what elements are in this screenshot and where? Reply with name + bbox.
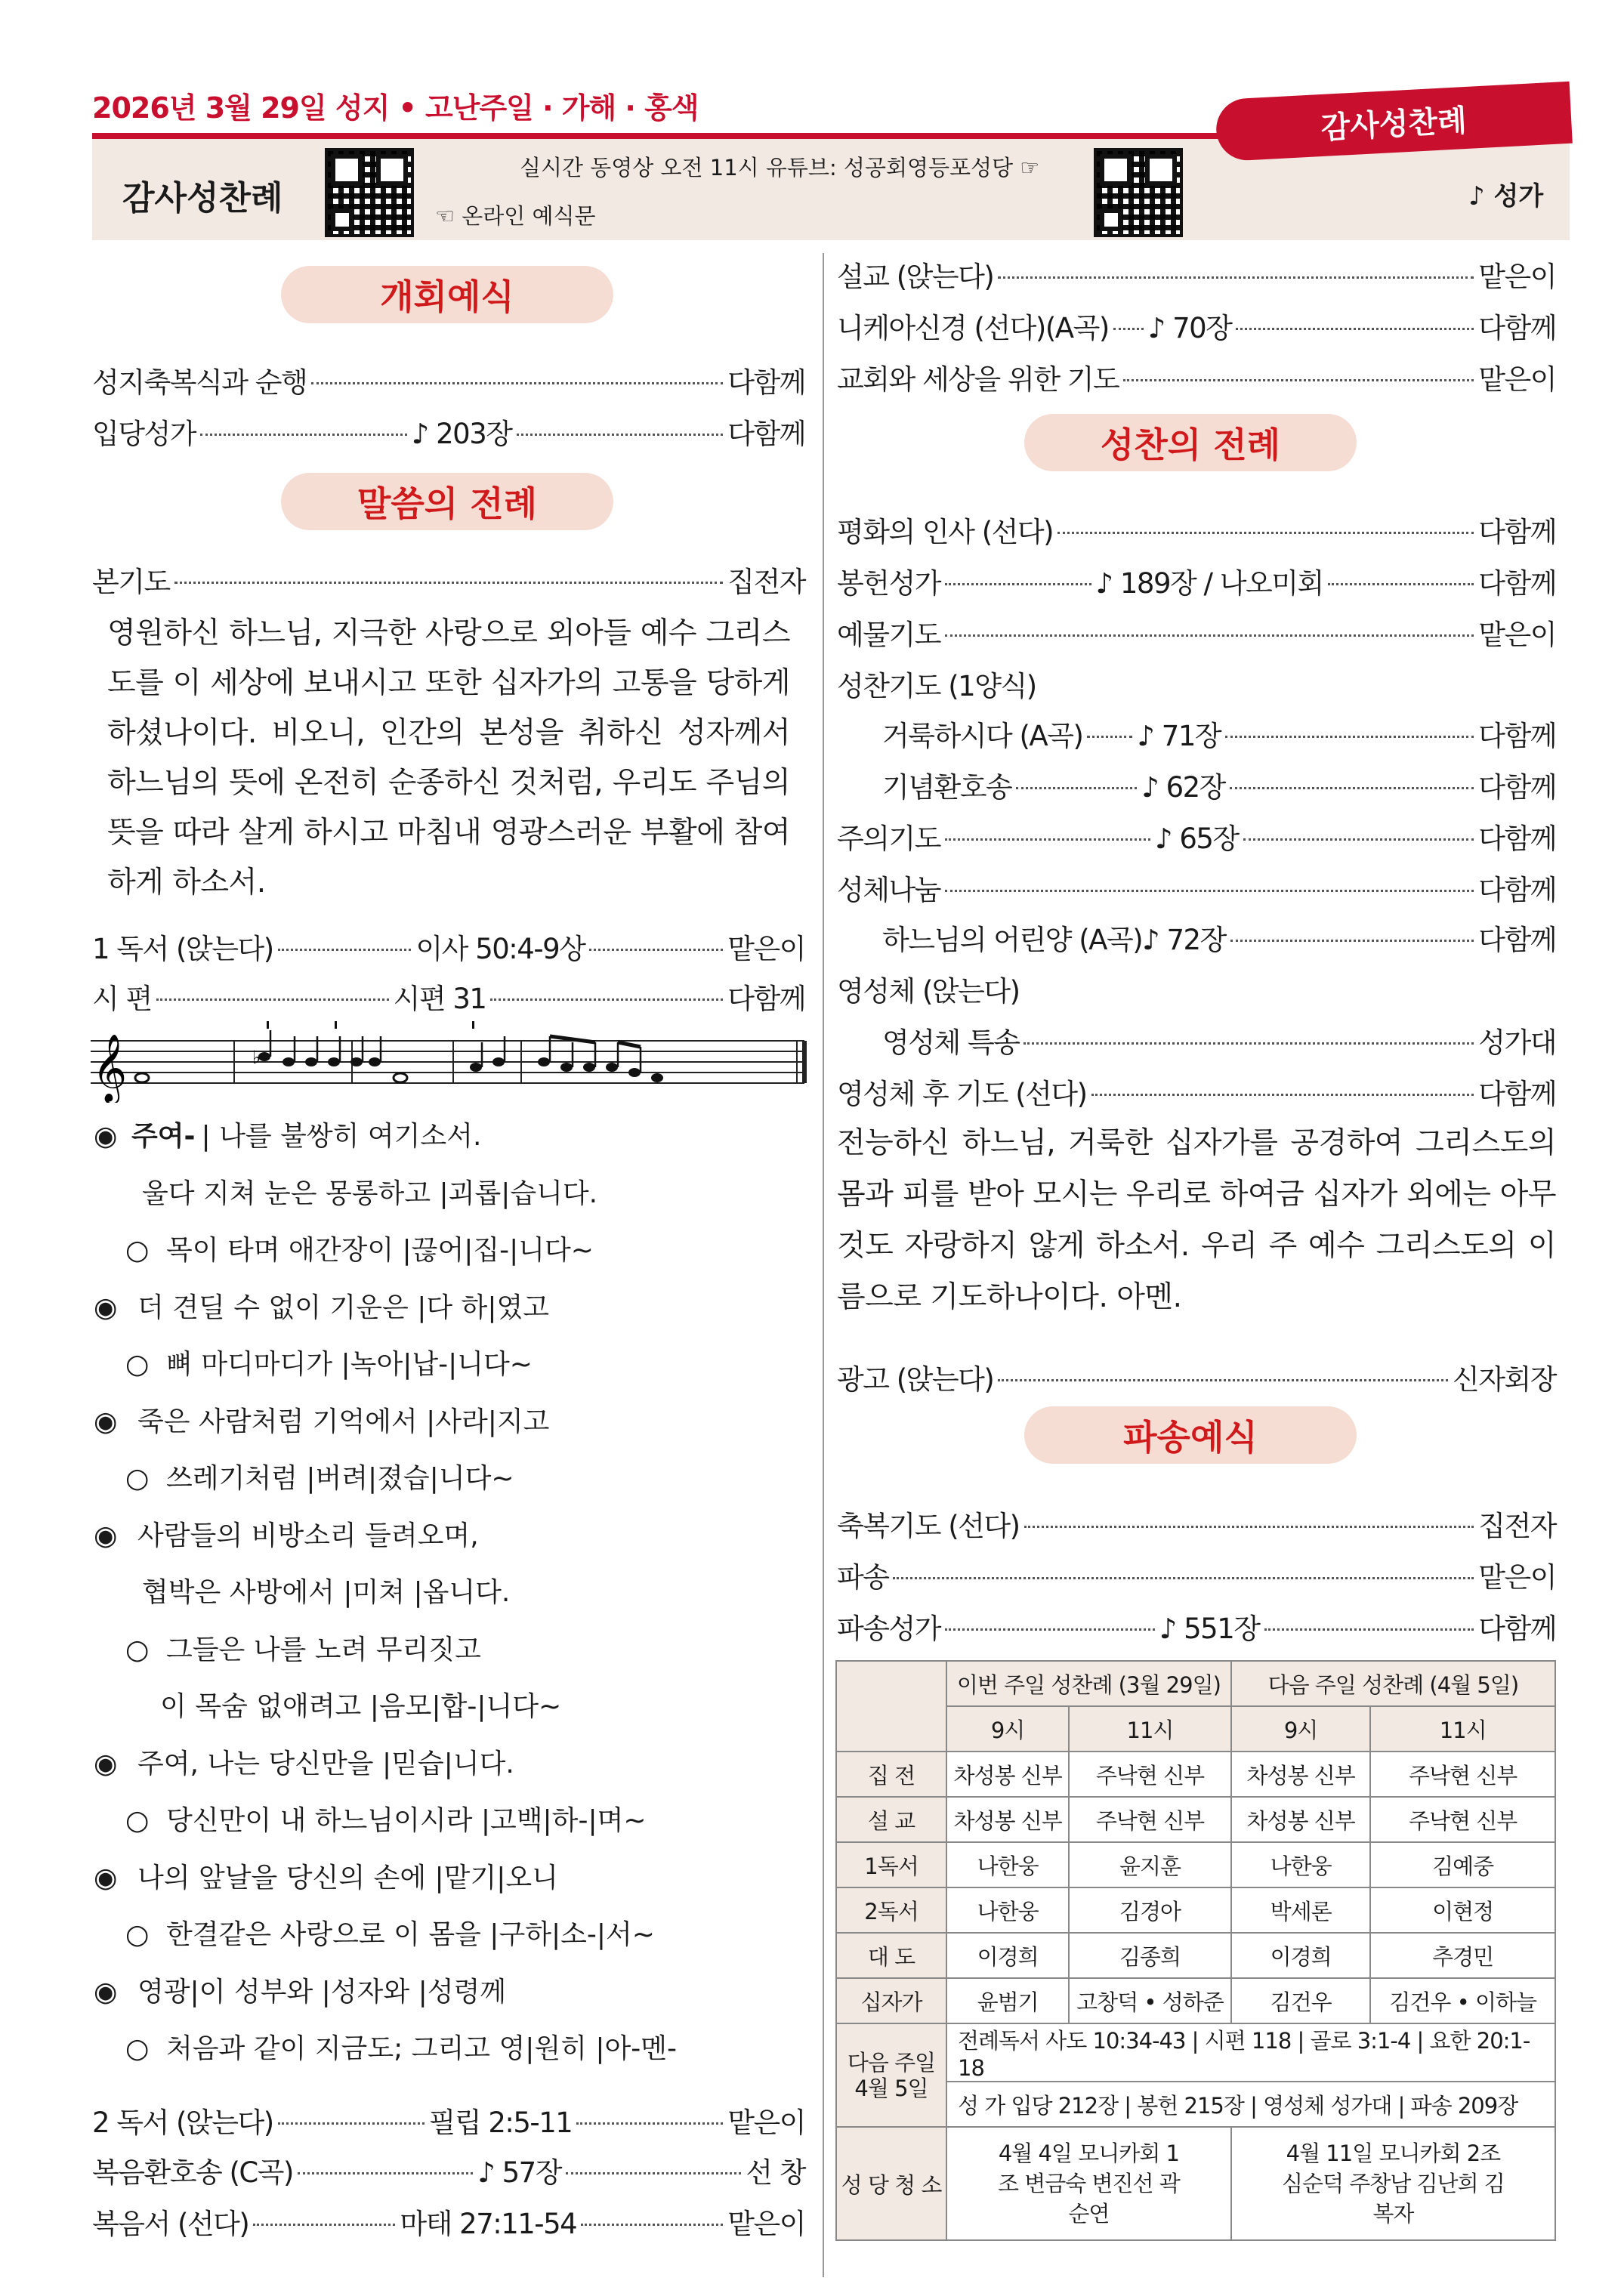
psalm-chant-staff xyxy=(91,1021,808,1103)
order-row: 입당성가 ♪ 203장 다함께 xyxy=(92,418,806,450)
assignee-cell: 추경민 xyxy=(1370,1933,1555,1978)
assignee-cell: 차성봉 신부 xyxy=(946,1752,1069,1797)
cleaning-week-1: 4월 4일 모니카회 1조 변금숙 변진선 곽순연 xyxy=(946,2127,1231,2240)
schedule-row xyxy=(836,1842,1555,1887)
cleaning-week-2: 4월 11일 모니카회 2조 심순덕 주창남 김난희 김복자 xyxy=(1231,2127,1555,2240)
schedule-table xyxy=(835,1660,1556,2241)
schedule-row xyxy=(836,1887,1555,1933)
page-title: 감사성찬례 xyxy=(122,179,283,218)
assignee-cell: 주낙현 신부 xyxy=(1069,1752,1231,1797)
online-liturgy-text: ☜ 온라인 예식문 xyxy=(435,203,596,229)
psalm-text: 울다 지쳐 눈은 몽롱하고 |괴롭|습니다. xyxy=(142,1177,598,1209)
this-week-header: 이번 주일 성찬례 (3월 29일) xyxy=(946,1661,1231,1706)
psalm-line xyxy=(94,1514,479,1553)
order-row: 성찬기도 (1양식) xyxy=(837,670,1036,702)
assignee-cell: 이현정 xyxy=(1370,1887,1555,1933)
psalm-line xyxy=(94,1799,647,1838)
qr-code-icon[interactable] xyxy=(325,148,414,237)
assignee-cell: 차성봉 신부 xyxy=(946,1797,1069,1842)
psalm-mark: ○ xyxy=(125,1235,150,1266)
section-dismissal: 파송예식 xyxy=(1024,1406,1357,1464)
order-row: 2 독서 (앉는다) 필립 2:5-11 맡은이 xyxy=(92,2107,805,2139)
psalm-text: 영광|이 성부와 |성자와 |성령께 xyxy=(137,1976,507,2008)
psalm-line xyxy=(94,1400,549,1439)
psalm-line xyxy=(136,1172,597,1211)
psalm-text: 죽은 사람처럼 기억에서 |사라|지고 xyxy=(137,1406,550,1437)
assignee-cell: 차성봉 신부 xyxy=(1231,1752,1371,1797)
assignee-cell: 김종희 xyxy=(1069,1933,1231,1978)
assignee-cell: 윤지훈 xyxy=(1069,1842,1231,1887)
order-row: 1 독서 (앉는다) 이사 50:4-9상 맡은이 xyxy=(92,933,806,965)
assignee-cell: 윤범기 xyxy=(946,1978,1069,2023)
time-cell: 11시 xyxy=(1370,1706,1555,1752)
assignee-cell: 나한웅 xyxy=(946,1887,1069,1933)
collect-prayer: 영원하신 하느님, 지극한 사랑으로 외아들 예수 그리스도를 이 세상에 보내시고 또한 십자가의 고통을 당하게 하셨나이다. 비오니, 인간의 본성을 취하신 성자께서 하느님의 뜻에 온전히 순종하신 것처럼, 우리도 주님의 뜻을 따라 살게 하시고 마침내 영광스러운 부활에 참여하게 하소서. xyxy=(107,616,790,900)
assignee-cell: 김예중 xyxy=(1370,1842,1555,1887)
next-sunday-label: 다음 주일 4월 5일 xyxy=(836,2023,946,2127)
psalm-mark: ◉ xyxy=(94,1748,118,1779)
order-row: 예물기도 맡은이 xyxy=(837,619,1556,651)
order-row: 시 편 시편 31 다함께 xyxy=(92,983,805,1015)
psalm-mark: ◉ xyxy=(94,1121,118,1152)
role-cell: 집 전 xyxy=(836,1752,946,1797)
psalm-line xyxy=(94,2027,677,2066)
order-row: 축복기도 (선다) 집전자 xyxy=(837,1510,1556,1542)
liturgy-badge: 감사성찬례 xyxy=(1215,82,1573,162)
psalm-text: 더 견딜 수 없이 기운은 |다 하|였고 xyxy=(137,1292,550,1323)
psalm-mark: ○ xyxy=(125,2033,150,2064)
psalm-text: 주여, 나는 당신만을 |믿습|니다. xyxy=(137,1748,514,1779)
section-opening: 개회예식 xyxy=(281,266,613,323)
psalm-line xyxy=(94,1913,655,1952)
order-row: 복음환호송 (C곡) ♪ 57장 선 창 xyxy=(92,2156,805,2189)
psalm-line xyxy=(94,1971,506,2009)
schedule-row xyxy=(836,1978,1555,2023)
psalm-line xyxy=(94,1343,533,1381)
schedule-row xyxy=(836,1752,1555,1797)
assignee-cell: 주낙현 신부 xyxy=(1370,1797,1555,1842)
assignee-cell: 고창덕 • 성하준 xyxy=(1069,1978,1231,2023)
order-row: 본기도 집전자 xyxy=(92,566,805,598)
role-cell: 십자가 xyxy=(836,1978,946,2023)
order-row: 거룩하시다 (A곡) ♪ 71장 다함께 xyxy=(882,720,1556,752)
order-row: 설교 (앉는다) 맡은이 xyxy=(837,261,1556,293)
psalm-cue: 주여- xyxy=(131,1121,196,1152)
psalm-text: 뼈 마디마디가 |녹아|납-|니다~ xyxy=(166,1349,533,1380)
next-readings: 전례독서 사도 10:34-43 | 시편 118 | 골로 3:1-4 | 요한 20:1-18 xyxy=(946,2023,1555,2082)
psalm-text: 처음과 같이 지금도; 그리고 영|원히 |아-멘- xyxy=(166,2033,678,2064)
assignee-cell: 박세론 xyxy=(1231,1887,1371,1933)
psalm-line xyxy=(94,1457,514,1495)
order-row: 성지축복식과 순행 다함께 xyxy=(92,366,805,399)
psalm-line xyxy=(94,1742,514,1781)
post-communion-prayer: 전능하신 하느님, 거룩한 십자가를 공경하여 그리스도의 몸과 피를 받아 모시는 우리로 하여금 십자가 외에는 아무 것도 자랑하지 않게 하소서. 우리 주 예수 그리스도의 이름으로 기도하나이다. 아멘. xyxy=(837,1126,1556,1314)
psalm-text: 당신만이 내 하느님이시라 |고백|하-|며~ xyxy=(166,1805,647,1836)
psalm-text: 협박은 사방에서 |미쳐 |옵니다. xyxy=(142,1577,511,1608)
psalm-text: 한결같은 사랑으로 이 몸을 |구하|소-|서~ xyxy=(166,1919,655,1950)
column-divider xyxy=(823,253,824,2277)
assignee-cell: 차성봉 신부 xyxy=(1231,1797,1371,1842)
psalm-text: 이 목숨 없애려고 |음모|합-|니다~ xyxy=(160,1691,562,1722)
assignee-cell: 나한웅 xyxy=(946,1842,1069,1887)
psalm-text: 그들은 나를 노려 무리짓고 xyxy=(166,1634,481,1665)
psalm-line xyxy=(136,1571,510,1610)
psalm-line xyxy=(154,1685,561,1724)
order-row: 교회와 세상을 위한 기도 맡은이 xyxy=(837,363,1556,396)
assignee-cell: 주낙현 신부 xyxy=(1069,1797,1231,1842)
svg-text:𝄞: 𝄞 xyxy=(92,1034,128,1102)
time-cell: 9시 xyxy=(946,1706,1069,1752)
role-cell: 대 도 xyxy=(836,1933,946,1978)
time-cell: 11시 xyxy=(1069,1706,1231,1752)
psalm-mark: ◉ xyxy=(94,1520,118,1551)
order-row: 성체나눔 다함께 xyxy=(837,874,1556,906)
psalm-line xyxy=(94,1115,481,1153)
time-cell: 9시 xyxy=(1231,1706,1371,1752)
section-word: 말씀의 전례 xyxy=(281,473,613,530)
order-row: 파송성가 ♪ 551장 다함께 xyxy=(837,1613,1557,1645)
psalm-mark: ◉ xyxy=(94,1976,118,2008)
live-stream-text: 실시간 동영상 오전 11시 유튜브: 성공회영등포성당 ☞ xyxy=(520,155,1040,181)
psalm-text: 사람들의 비방소리 들려오며, xyxy=(137,1520,479,1551)
psalm-mark: ○ xyxy=(125,1349,150,1380)
psalm-mark: ○ xyxy=(125,1463,150,1494)
schedule-row xyxy=(836,1933,1555,1978)
order-row: 기념환호송 ♪ 62장 다함께 xyxy=(882,771,1556,804)
psalm-text: 쓰레기처럼 |버려|졌습|니다~ xyxy=(166,1463,514,1494)
next-hymns: 성 가 입당 212장 | 봉헌 215장 | 영성체 성가대 | 파송 209장 xyxy=(946,2082,1555,2127)
order-row: 파송 맡은이 xyxy=(837,1561,1556,1594)
psalm-mark: ○ xyxy=(125,1805,150,1836)
psalm-mark: ◉ xyxy=(94,1862,118,1894)
order-row: 평화의 인사 (선다) 다함께 xyxy=(837,516,1556,548)
order-row: 영성체 후 기도 (선다) 다함께 xyxy=(837,1078,1556,1110)
order-row: 봉헌성가 ♪ 189장 / 나오미회 다함께 xyxy=(837,567,1556,600)
section-eucharist: 성찬의 전례 xyxy=(1024,414,1357,471)
svg-text:♭: ♭ xyxy=(252,1047,261,1068)
order-row: 주의기도 ♪ 65장 다함께 xyxy=(837,823,1556,855)
psalm-mark: ○ xyxy=(125,1919,150,1950)
psalm-mark: ◉ xyxy=(94,1406,118,1437)
assignee-cell: 이경희 xyxy=(946,1933,1069,1978)
qr-code-icon[interactable] xyxy=(1094,148,1183,237)
order-row: 영성체 (앉는다) xyxy=(837,975,1020,1008)
schedule-row xyxy=(836,1797,1555,1842)
role-cell: 2독서 xyxy=(836,1887,946,1933)
psalm-line xyxy=(94,1229,594,1267)
psalm-text: | 나를 불쌍히 여기소서. xyxy=(201,1121,482,1152)
psalm-mark: ◉ xyxy=(94,1292,118,1323)
order-row: 광고 (앉는다) 신자회장 xyxy=(837,1363,1556,1396)
assignee-cell: 주낙현 신부 xyxy=(1370,1752,1555,1797)
assignee-cell: 이경희 xyxy=(1231,1933,1371,1978)
role-cell: 1독서 xyxy=(836,1842,946,1887)
order-row: 니케아신경 (선다)(A곡) ♪ 70장 다함께 xyxy=(837,312,1556,344)
order-row: 복음서 (선다) 마태 27:11-54 맡은이 xyxy=(92,2208,806,2240)
assignee-cell: 나한웅 xyxy=(1231,1842,1371,1887)
order-row: 하느님의 어린양 (A곡) ♪ 72장 다함께 xyxy=(882,924,1556,956)
psalm-line xyxy=(94,1628,481,1667)
psalm-line xyxy=(94,1857,558,1895)
assignee-cell: 김경아 xyxy=(1069,1887,1231,1933)
role-cell: 설 교 xyxy=(836,1797,946,1842)
hymn-label: ♪ 성가 xyxy=(1468,181,1544,211)
psalm-mark: ○ xyxy=(125,1634,150,1665)
next-week-header: 다음 주일 성찬례 (4월 5일) xyxy=(1231,1661,1555,1706)
assignee-cell: 김건우 xyxy=(1231,1978,1371,2023)
date-line: 2026년 3월 29일 성지 • 고난주일 · 가해 · 홍색 xyxy=(92,91,699,125)
psalm-text: 나의 앞날을 당신의 손에 |맡기|오니 xyxy=(137,1862,558,1894)
psalm-text: 목이 타며 애간장이 |끊어|집-|니다~ xyxy=(166,1235,594,1266)
assignee-cell: 김건우 • 이하늘 xyxy=(1370,1978,1555,2023)
psalm-line xyxy=(94,1286,549,1325)
order-row: 영성체 특송 성가대 xyxy=(882,1026,1556,1059)
cleaning-label: 성 당 청 소 xyxy=(836,2127,946,2240)
